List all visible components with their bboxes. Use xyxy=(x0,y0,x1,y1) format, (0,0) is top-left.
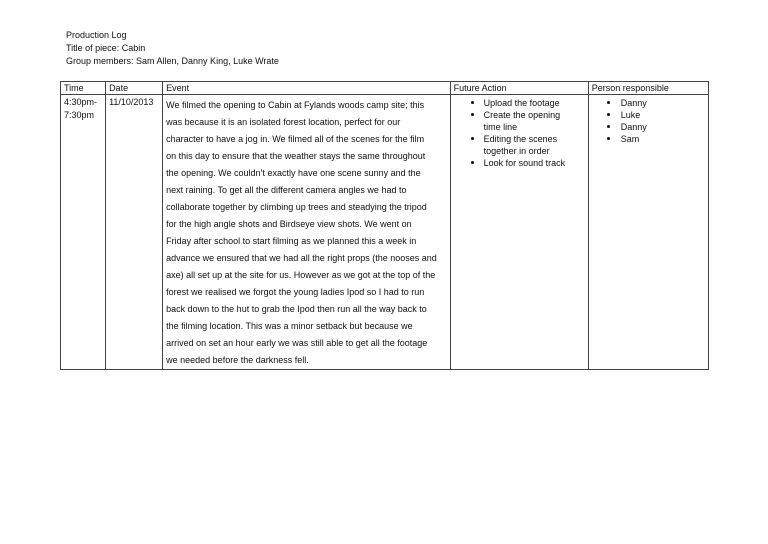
group-members: Group members: Sam Allen, Danny King, Luke Wrate xyxy=(66,56,279,66)
event-line: next raining. To get all the different camera angles we had to xyxy=(166,185,407,195)
bullet-icon xyxy=(471,113,474,116)
column-header-time: Time xyxy=(61,82,106,95)
bullet-icon xyxy=(607,125,610,128)
future-action-text: Create the opening xyxy=(483,110,561,120)
time-start: 4:30pm- xyxy=(64,97,98,107)
event-line: We filmed the opening to Cabin at Fylands woods camp site; this xyxy=(166,100,425,110)
person-item xyxy=(589,97,708,109)
future-action-item xyxy=(451,133,588,157)
bullet-icon xyxy=(607,101,610,104)
column-header-date: Date xyxy=(106,82,163,95)
event-text xyxy=(163,95,449,369)
event-line: for the high angle shots and Birdseye view shots. We went on xyxy=(166,219,412,229)
future-action-text: Look for sound track xyxy=(483,158,566,168)
event-line: on this day to ensure that the weather stays the same throughout xyxy=(166,151,426,161)
production-log-table xyxy=(60,81,709,370)
event-line: advance we ensured that we had all the right props (the nooses and xyxy=(166,253,437,263)
future-action-text: time line xyxy=(483,122,518,132)
table-row xyxy=(61,95,709,370)
bullet-icon xyxy=(471,137,474,140)
future-action-text: Upload the footage xyxy=(483,98,560,108)
person-name: Sam xyxy=(620,134,640,144)
bullet-icon xyxy=(471,101,474,104)
person-name: Danny xyxy=(620,122,647,132)
person-item xyxy=(589,133,708,145)
person-item xyxy=(589,109,708,121)
log-title: Production Log xyxy=(66,30,127,40)
event-line: the filming location. This was a minor setback but because we xyxy=(166,321,413,331)
date-value: 11/10/2013 xyxy=(109,97,154,107)
future-action-text: Editing the scenes xyxy=(483,134,558,144)
future-action-list xyxy=(451,95,588,169)
time-cell xyxy=(61,95,106,370)
person-name: Luke xyxy=(620,110,641,120)
future-action-cell xyxy=(450,95,588,370)
column-header-future-action: Future Action xyxy=(450,82,588,95)
event-line: Friday after school to start filming as we planned this a week in xyxy=(166,236,417,246)
future-action-item xyxy=(451,109,588,133)
event-line: arrived on set an hour early we was still able to get all the footage xyxy=(166,338,428,348)
bullet-icon xyxy=(471,161,474,164)
event-line: axe) all set up at the site for us. However as we got at the top of the xyxy=(166,270,436,280)
event-line: we needed before the darkness fell. xyxy=(166,355,309,365)
column-header-event: Event xyxy=(163,82,450,95)
event-line: back down to the hut to grab the Ipod then run all the way back to xyxy=(166,304,427,314)
event-line: was because it is an isolated forest location, perfect for our xyxy=(166,117,401,127)
event-cell xyxy=(163,95,450,370)
date-cell xyxy=(106,95,163,370)
event-line: forest we realised we forgot the young ladies Ipod so I had to run xyxy=(166,287,425,297)
event-line: the opening. We couldn’t exactly have one scene sunny and the xyxy=(166,168,421,178)
person-responsible-list xyxy=(589,95,708,145)
person-item xyxy=(589,121,708,133)
future-action-item xyxy=(451,97,588,109)
future-action-item xyxy=(451,157,588,169)
person-name: Danny xyxy=(620,98,647,108)
event-line: character to have a jog in. We filmed all of the scenes for the film xyxy=(166,134,425,144)
table-header-row xyxy=(61,82,709,95)
time-end: 7:30pm xyxy=(64,110,95,120)
column-header-person-responsible: Person responsible xyxy=(588,82,708,95)
future-action-text: together in order xyxy=(483,146,550,156)
log-header xyxy=(66,29,279,68)
event-line: collaborate together by climbing up trees and steadying the tripod xyxy=(166,202,427,212)
person-responsible-cell xyxy=(588,95,708,370)
piece-title: Title of piece: Cabin xyxy=(66,43,146,53)
bullet-icon xyxy=(607,137,610,140)
bullet-icon xyxy=(607,113,610,116)
